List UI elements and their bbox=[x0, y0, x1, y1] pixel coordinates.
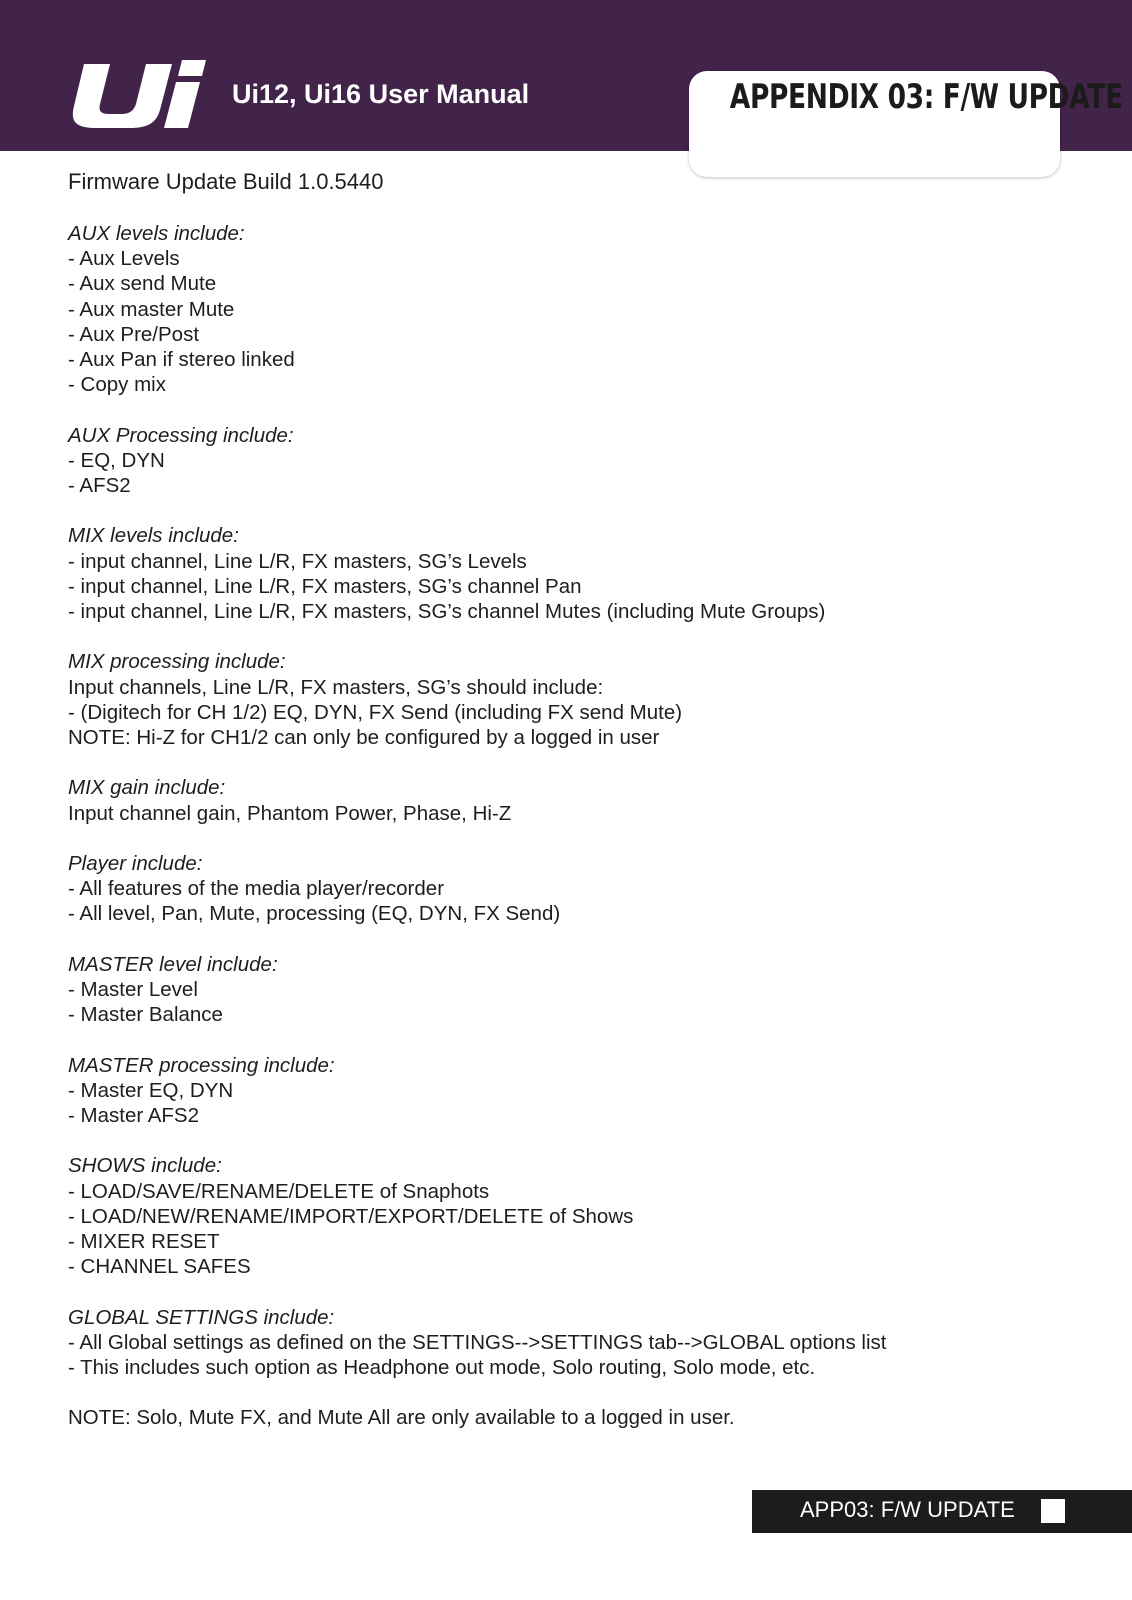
document-body bbox=[68, 168, 1068, 1431]
section-line: Input channel gain, Phantom Power, Phase, Hi-Z bbox=[68, 801, 512, 825]
section-line: - All features of the media player/recorder bbox=[68, 877, 445, 901]
section bbox=[68, 1305, 1068, 1381]
section bbox=[68, 952, 1068, 1028]
section-heading: MIX processing include: bbox=[68, 650, 286, 674]
section-line: - Aux Levels bbox=[68, 247, 180, 271]
section-line: - Aux Pre/Post bbox=[68, 322, 200, 346]
appendix-title: APPENDIX 03: F/W UPDATE bbox=[729, 77, 1123, 117]
section-line: - Master AFS2 bbox=[68, 1104, 200, 1127]
section bbox=[68, 649, 1068, 750]
section-line: - MIXER RESET bbox=[68, 1230, 220, 1253]
section-heading: GLOBAL SETTINGS include: bbox=[68, 1305, 335, 1329]
section bbox=[68, 851, 1068, 927]
manual-title: Ui12, Ui16 User Manual bbox=[232, 79, 530, 109]
footer-bar bbox=[752, 1490, 1132, 1533]
section-line: - EQ, DYN bbox=[68, 448, 165, 472]
section-line: - Master Balance bbox=[68, 1003, 223, 1027]
section-line: - LOAD/NEW/RENAME/IMPORT/EXPORT/DELETE of Shows bbox=[68, 1204, 634, 1228]
section-line: - (Digitech for CH 1/2) EQ, DYN, FX Send (including FX send Mute) bbox=[68, 700, 683, 724]
section-line: - CHANNEL SAFES bbox=[68, 1255, 251, 1279]
section-heading: AUX Processing include: bbox=[68, 423, 294, 447]
section bbox=[68, 775, 1068, 825]
ui-logo-icon bbox=[70, 60, 210, 130]
section-line: - Master EQ, DYN bbox=[68, 1078, 234, 1102]
footer-square-icon bbox=[1041, 1499, 1065, 1523]
section-line: - input channel, Line L/R, FX masters, SG’s channel Mutes (including Mute Groups) bbox=[68, 600, 826, 624]
section-heading: MIX levels include: bbox=[68, 524, 239, 548]
section-line: - All level, Pan, Mute, processing (EQ, DYN, FX Send) bbox=[68, 902, 561, 926]
footer-label: APP03: F/W UPDATE bbox=[800, 1497, 1015, 1522]
section-line: - input channel, Line L/R, FX masters, SG’s channel Pan bbox=[68, 574, 582, 598]
section-heading: AUX levels include: bbox=[68, 222, 245, 245]
section-heading: MASTER level include: bbox=[68, 952, 278, 976]
section-line: - Master Level bbox=[68, 978, 198, 1001]
section-line: - Aux send Mute bbox=[68, 272, 217, 296]
section-line: - AFS2 bbox=[68, 474, 131, 498]
section-heading: MIX gain include: bbox=[68, 776, 226, 800]
sections-container bbox=[68, 221, 1068, 1380]
section-line: NOTE: Hi-Z for CH1/2 can only be configured by a logged in user bbox=[68, 726, 660, 750]
section bbox=[68, 1153, 1068, 1279]
section-line: - input channel, Line L/R, FX masters, SG’s Levels bbox=[68, 549, 527, 573]
section-heading: Player include: bbox=[68, 852, 203, 875]
section bbox=[68, 523, 1068, 624]
section-heading: SHOWS include: bbox=[68, 1154, 222, 1178]
section-line: - LOAD/SAVE/RENAME/DELETE of Snaphots bbox=[68, 1179, 490, 1203]
section-line: - Aux Pan if stereo linked bbox=[68, 348, 295, 372]
section bbox=[68, 423, 1068, 499]
appendix-tab bbox=[689, 71, 1123, 177]
section-line: - Aux master Mute bbox=[68, 297, 235, 321]
section-line: - All Global settings as defined on the SETTINGS-->SETTINGS tab-->GLOBAL options list bbox=[68, 1330, 887, 1354]
final-note: NOTE: Solo, Mute FX, and Mute All are only available to a logged in user. bbox=[68, 1406, 735, 1430]
section-line: - Copy mix bbox=[68, 373, 166, 397]
section-line: Input channels, Line L/R, FX masters, SG’s should include: bbox=[68, 675, 604, 699]
section-line: - This includes such option as Headphone out mode, Solo routing, Solo mode, etc. bbox=[68, 1356, 816, 1379]
section bbox=[68, 221, 1068, 397]
build-line: Firmware Update Build 1.0.5440 bbox=[68, 169, 384, 194]
section bbox=[68, 1053, 1068, 1129]
section-heading: MASTER processing include: bbox=[68, 1053, 335, 1077]
